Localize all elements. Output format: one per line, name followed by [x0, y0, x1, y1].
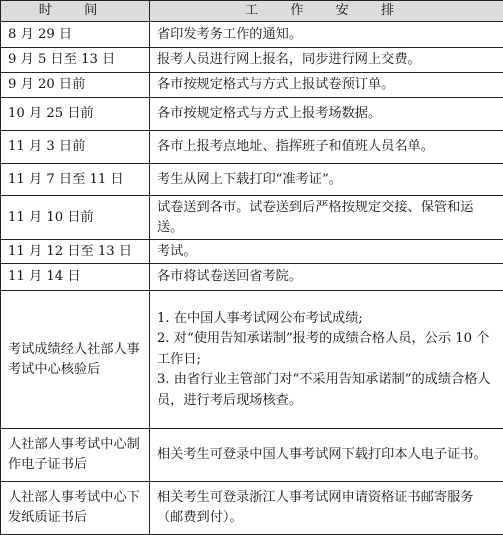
- event-line: 3. 由省行业主管部门对“不采用告知承诺制”的成绩合格人员，进行考后现场核查。: [157, 370, 499, 411]
- row-time: 人社部人事考试中心下发纸质证书后: [1, 482, 150, 535]
- row-event: 试卷送到各市。试卷送到后严格按规定交接、保管和运送。: [150, 196, 503, 240]
- row-time: 11 月 3 日前: [1, 131, 150, 164]
- row-event: 各市按规定格式与方式上报考场数据。: [150, 98, 503, 131]
- row-event: 相关考生可登录浙江人事考试网申请资格证书邮寄服务（邮费到付）。: [150, 482, 503, 535]
- table-row: [1, 429, 503, 482]
- table-row: [1, 48, 503, 73]
- table-row: [1, 482, 503, 535]
- row-time: 人社部人事考试中心制作电子证书后: [1, 429, 150, 482]
- row-event: 考试。: [150, 240, 503, 264]
- table-row: [1, 264, 503, 291]
- row-event: 省印发考务工作的通知。: [150, 22, 503, 48]
- row-time: 9 月 20 日前: [1, 73, 150, 98]
- table-row: [1, 291, 503, 429]
- row-event: [150, 291, 503, 429]
- header-event: 工 作 安 排: [150, 1, 503, 22]
- row-event: 各市按规定格式与方式上报试卷预订单。: [150, 73, 503, 98]
- row-time: 10 月 25 日前: [1, 98, 150, 131]
- header-time: 时 间: [1, 1, 150, 22]
- row-time: 11 月 12 日至 13 日: [1, 240, 150, 264]
- row-event: 各市上报考点地址、指挥班子和值班人员名单。: [150, 131, 503, 164]
- row-time: 8 月 29 日: [1, 22, 150, 48]
- table-row: [1, 164, 503, 196]
- row-event: 考生从网上下载打印“准考证”。: [150, 164, 503, 196]
- row-time: 9 月 5 日至 13 日: [1, 48, 150, 73]
- row-time: 11 月 10 日前: [1, 196, 150, 240]
- header-row: [1, 1, 503, 22]
- row-time: 11 月 14 日: [1, 264, 150, 291]
- event-line: 1. 在中国人事考试网公布考试成绩;: [157, 309, 499, 329]
- table-row: [1, 131, 503, 164]
- table-row: [1, 98, 503, 131]
- row-event: 相关考生可登录中国人事考试网下载打印本人电子证书。: [150, 429, 503, 482]
- row-time: 考试成绩经人社部人事考试中心核验后: [1, 291, 150, 429]
- table-row: [1, 196, 503, 240]
- row-time: 11 月 7 日至 11 日: [1, 164, 150, 196]
- event-line: 2. 对“使用告知承诺制”报考的成绩合格人员，公示 10 个工作日;: [157, 329, 499, 370]
- row-event: 报考人员进行网上报名，同步进行网上交费。: [150, 48, 503, 73]
- table-row: [1, 73, 503, 98]
- row-event: 各市将试卷送回省考院。: [150, 264, 503, 291]
- table-row: [1, 22, 503, 48]
- table-row: [1, 240, 503, 264]
